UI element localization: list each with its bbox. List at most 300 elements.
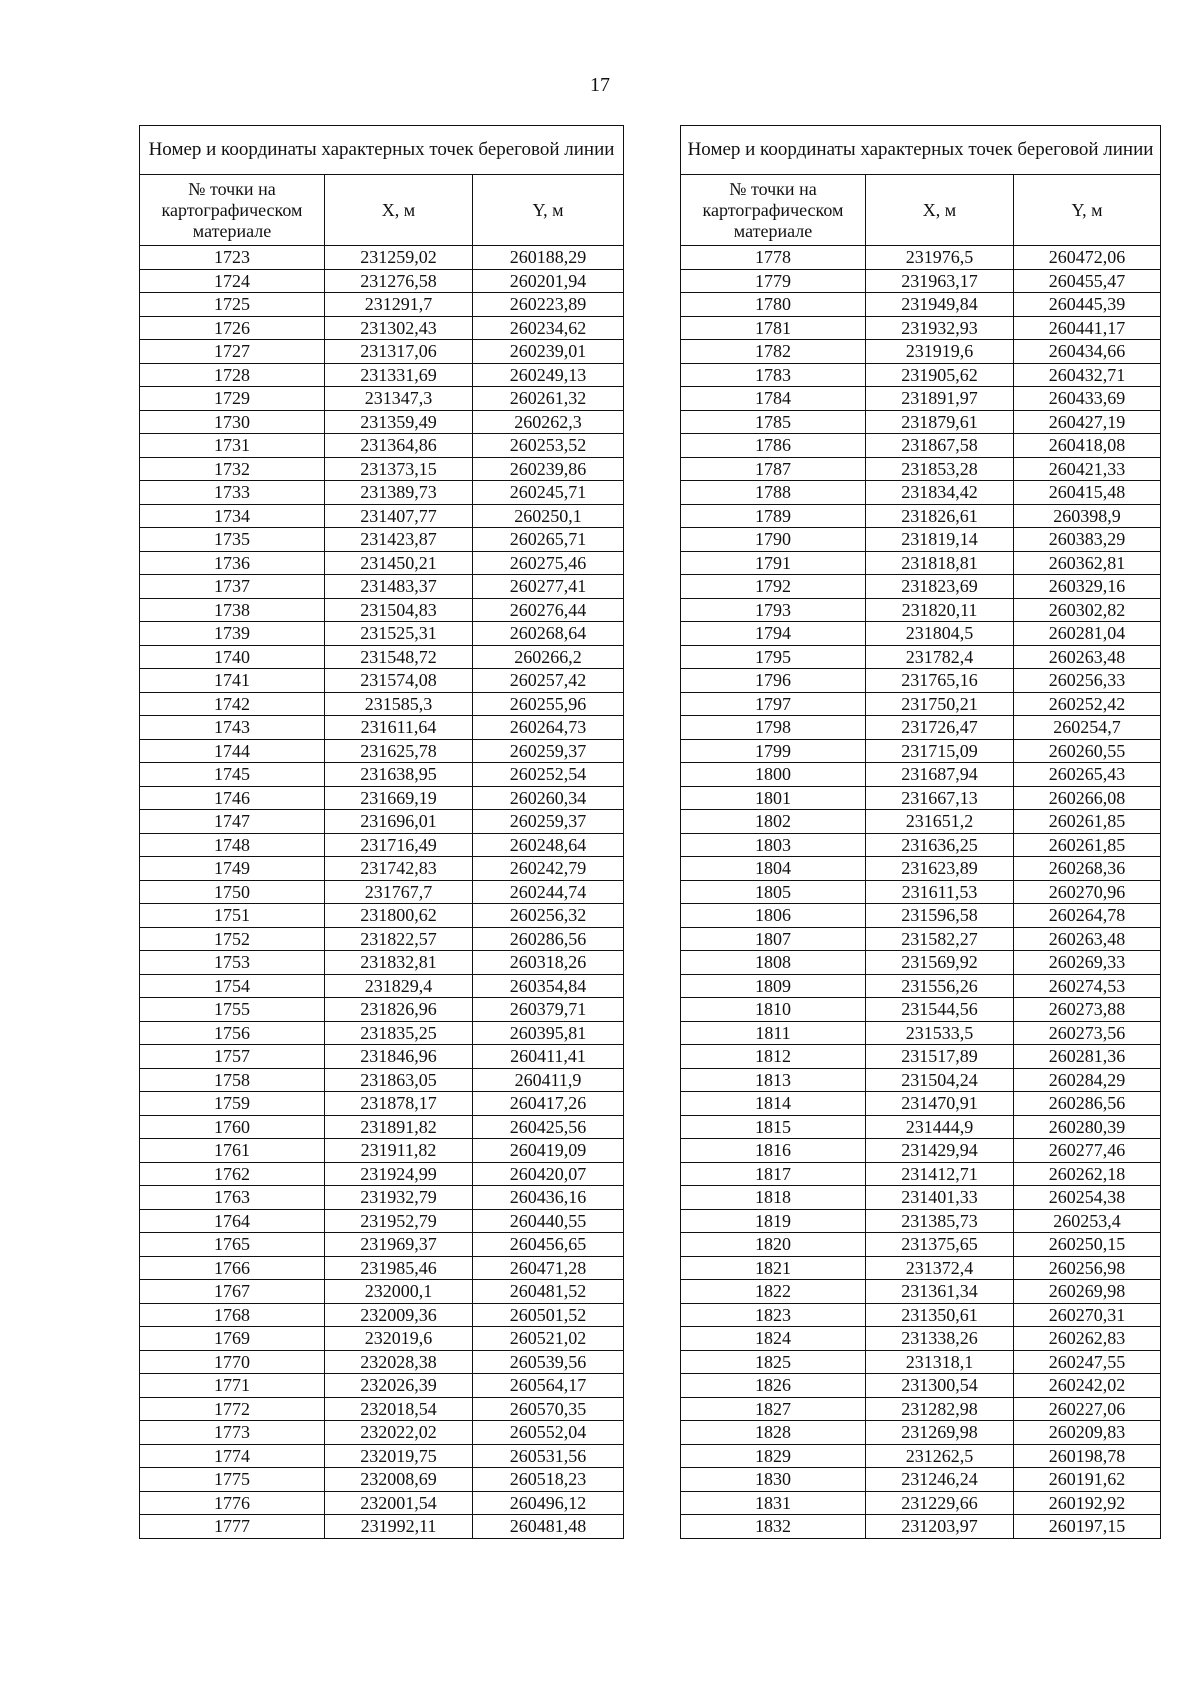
y-coordinate-cell: 260284,29 — [1014, 1068, 1161, 1092]
table-row — [681, 504, 1161, 528]
x-coordinate-cell: 231846,96 — [325, 1045, 473, 1069]
y-coordinate-cell: 260262,83 — [1014, 1327, 1161, 1351]
point-number-cell: 1782 — [681, 340, 866, 364]
x-coordinate-cell: 231716,49 — [325, 833, 473, 857]
table-row — [140, 1115, 624, 1139]
table-row — [140, 1280, 624, 1304]
y-coordinate-cell: 260273,88 — [1014, 998, 1161, 1022]
point-number-cell: 1804 — [681, 857, 866, 881]
column-header-point-number: № точки на картографическом материале — [140, 175, 325, 246]
x-coordinate-cell: 231375,65 — [866, 1233, 1014, 1257]
table-title: Номер и координаты характерных точек береговой линии — [140, 126, 624, 175]
x-coordinate-cell: 231867,58 — [866, 434, 1014, 458]
table-row — [140, 1421, 624, 1445]
x-coordinate-cell: 231651,2 — [866, 810, 1014, 834]
x-coordinate-cell: 231246,24 — [866, 1468, 1014, 1492]
point-number-cell: 1808 — [681, 951, 866, 975]
y-coordinate-cell: 260302,82 — [1014, 598, 1161, 622]
table-row — [681, 1421, 1161, 1445]
y-coordinate-cell: 260518,23 — [473, 1468, 624, 1492]
table-row — [140, 457, 624, 481]
table-row — [681, 293, 1161, 317]
point-number-cell: 1818 — [681, 1186, 866, 1210]
point-number-cell: 1779 — [681, 269, 866, 293]
y-coordinate-cell: 260398,9 — [1014, 504, 1161, 528]
table-row — [681, 974, 1161, 998]
y-coordinate-cell: 260379,71 — [473, 998, 624, 1022]
point-number-cell: 1790 — [681, 528, 866, 552]
y-coordinate-cell: 260425,56 — [473, 1115, 624, 1139]
x-coordinate-cell: 231835,25 — [325, 1021, 473, 1045]
y-coordinate-cell: 260259,37 — [473, 739, 624, 763]
point-number-cell: 1807 — [681, 927, 866, 951]
column-header-x: X, м — [866, 175, 1014, 246]
table-row — [681, 387, 1161, 411]
x-coordinate-cell: 231911,82 — [325, 1139, 473, 1163]
point-number-cell: 1756 — [140, 1021, 325, 1045]
y-coordinate-cell: 260256,98 — [1014, 1256, 1161, 1280]
x-coordinate-cell: 231504,83 — [325, 598, 473, 622]
point-number-cell: 1825 — [681, 1350, 866, 1374]
point-number-cell: 1801 — [681, 786, 866, 810]
table-row — [140, 739, 624, 763]
y-coordinate-cell: 260263,48 — [1014, 927, 1161, 951]
table-row — [140, 763, 624, 787]
table-row — [140, 340, 624, 364]
y-coordinate-cell: 260318,26 — [473, 951, 624, 975]
x-coordinate-cell: 231804,5 — [866, 622, 1014, 646]
x-coordinate-cell: 231823,69 — [866, 575, 1014, 599]
point-number-cell: 1783 — [681, 363, 866, 387]
table-row — [140, 598, 624, 622]
x-coordinate-cell: 232000,1 — [325, 1280, 473, 1304]
point-number-cell: 1831 — [681, 1491, 866, 1515]
y-coordinate-cell: 260286,56 — [473, 927, 624, 951]
y-coordinate-cell: 260421,33 — [1014, 457, 1161, 481]
table-row — [140, 246, 624, 270]
point-number-cell: 1730 — [140, 410, 325, 434]
x-coordinate-cell: 231372,4 — [866, 1256, 1014, 1280]
x-coordinate-cell: 231504,24 — [866, 1068, 1014, 1092]
table-row — [140, 692, 624, 716]
y-coordinate-cell: 260253,52 — [473, 434, 624, 458]
table-row — [140, 951, 624, 975]
table-row — [140, 1327, 624, 1351]
x-coordinate-cell: 231525,31 — [325, 622, 473, 646]
table-row — [140, 363, 624, 387]
x-coordinate-cell: 231423,87 — [325, 528, 473, 552]
point-number-cell: 1771 — [140, 1374, 325, 1398]
x-coordinate-cell: 231582,27 — [866, 927, 1014, 951]
point-number-cell: 1768 — [140, 1303, 325, 1327]
y-coordinate-cell: 260260,34 — [473, 786, 624, 810]
y-coordinate-cell: 260261,85 — [1014, 810, 1161, 834]
table-row — [681, 269, 1161, 293]
y-coordinate-cell: 260255,96 — [473, 692, 624, 716]
point-number-cell: 1764 — [140, 1209, 325, 1233]
point-number-cell: 1763 — [140, 1186, 325, 1210]
point-number-cell: 1826 — [681, 1374, 866, 1398]
point-number-cell: 1748 — [140, 833, 325, 857]
point-number-cell: 1819 — [681, 1209, 866, 1233]
y-coordinate-cell: 260441,17 — [1014, 316, 1161, 340]
y-coordinate-cell: 260417,26 — [473, 1092, 624, 1116]
y-coordinate-cell: 260256,33 — [1014, 669, 1161, 693]
x-coordinate-cell: 231429,94 — [866, 1139, 1014, 1163]
x-coordinate-cell: 231338,26 — [866, 1327, 1014, 1351]
y-coordinate-cell: 260281,04 — [1014, 622, 1161, 646]
y-coordinate-cell: 260266,08 — [1014, 786, 1161, 810]
y-coordinate-cell: 260248,64 — [473, 833, 624, 857]
x-coordinate-cell: 231767,7 — [325, 880, 473, 904]
point-number-cell: 1770 — [140, 1350, 325, 1374]
x-coordinate-cell: 231450,21 — [325, 551, 473, 575]
x-coordinate-cell: 231574,08 — [325, 669, 473, 693]
x-coordinate-cell: 231412,71 — [866, 1162, 1014, 1186]
y-coordinate-cell: 260472,06 — [1014, 246, 1161, 270]
y-coordinate-cell: 260250,1 — [473, 504, 624, 528]
point-number-cell: 1741 — [140, 669, 325, 693]
table-row — [140, 1021, 624, 1045]
table-row — [681, 1068, 1161, 1092]
y-coordinate-cell: 260280,39 — [1014, 1115, 1161, 1139]
x-coordinate-cell: 231949,84 — [866, 293, 1014, 317]
point-number-cell: 1776 — [140, 1491, 325, 1515]
table-row — [140, 927, 624, 951]
table-row — [681, 598, 1161, 622]
x-coordinate-cell: 231638,95 — [325, 763, 473, 787]
point-number-cell: 1828 — [681, 1421, 866, 1445]
table-row — [140, 1068, 624, 1092]
y-coordinate-cell: 260277,46 — [1014, 1139, 1161, 1163]
point-number-cell: 1731 — [140, 434, 325, 458]
y-coordinate-cell: 260264,73 — [473, 716, 624, 740]
x-coordinate-cell: 231623,89 — [866, 857, 1014, 881]
x-coordinate-cell: 231919,6 — [866, 340, 1014, 364]
table-row — [681, 669, 1161, 693]
x-coordinate-cell: 231556,26 — [866, 974, 1014, 998]
y-coordinate-cell: 260270,31 — [1014, 1303, 1161, 1327]
point-number-cell: 1758 — [140, 1068, 325, 1092]
y-coordinate-cell: 260265,43 — [1014, 763, 1161, 787]
x-coordinate-cell: 231262,5 — [866, 1444, 1014, 1468]
table-row — [681, 246, 1161, 270]
point-number-cell: 1815 — [681, 1115, 866, 1139]
point-number-cell: 1796 — [681, 669, 866, 693]
point-number-cell: 1784 — [681, 387, 866, 411]
table-row — [681, 692, 1161, 716]
table-row — [140, 575, 624, 599]
table-row — [681, 1233, 1161, 1257]
x-coordinate-cell: 231364,86 — [325, 434, 473, 458]
table-row — [681, 880, 1161, 904]
y-coordinate-cell: 260433,69 — [1014, 387, 1161, 411]
y-coordinate-cell: 260427,19 — [1014, 410, 1161, 434]
y-coordinate-cell: 260261,85 — [1014, 833, 1161, 857]
point-number-cell: 1789 — [681, 504, 866, 528]
point-number-cell: 1773 — [140, 1421, 325, 1445]
x-coordinate-cell: 231611,64 — [325, 716, 473, 740]
y-coordinate-cell: 260436,16 — [473, 1186, 624, 1210]
x-coordinate-cell: 232026,39 — [325, 1374, 473, 1398]
table-row — [140, 316, 624, 340]
table-row — [140, 1468, 624, 1492]
point-number-cell: 1805 — [681, 880, 866, 904]
table-row — [681, 1303, 1161, 1327]
point-number-cell: 1820 — [681, 1233, 866, 1257]
point-number-cell: 1724 — [140, 269, 325, 293]
table-row — [140, 1515, 624, 1539]
point-number-cell: 1727 — [140, 340, 325, 364]
x-coordinate-cell: 232019,75 — [325, 1444, 473, 1468]
x-coordinate-cell: 231407,77 — [325, 504, 473, 528]
point-number-cell: 1772 — [140, 1397, 325, 1421]
y-coordinate-cell: 260552,04 — [473, 1421, 624, 1445]
y-coordinate-cell: 260415,48 — [1014, 481, 1161, 505]
x-coordinate-cell: 231259,02 — [325, 246, 473, 270]
table-row — [681, 1021, 1161, 1045]
point-number-cell: 1809 — [681, 974, 866, 998]
x-coordinate-cell: 231361,34 — [866, 1280, 1014, 1304]
point-number-cell: 1760 — [140, 1115, 325, 1139]
x-coordinate-cell: 231826,61 — [866, 504, 1014, 528]
point-number-cell: 1822 — [681, 1280, 866, 1304]
point-number-cell: 1723 — [140, 246, 325, 270]
x-coordinate-cell: 231569,92 — [866, 951, 1014, 975]
point-number-cell: 1832 — [681, 1515, 866, 1539]
table-row — [140, 645, 624, 669]
table-row — [681, 622, 1161, 646]
table-row — [681, 1186, 1161, 1210]
table-row — [140, 974, 624, 998]
point-number-cell: 1735 — [140, 528, 325, 552]
point-number-cell: 1750 — [140, 880, 325, 904]
y-coordinate-cell: 260455,47 — [1014, 269, 1161, 293]
x-coordinate-cell: 231932,79 — [325, 1186, 473, 1210]
point-number-cell: 1823 — [681, 1303, 866, 1327]
x-coordinate-cell: 231969,37 — [325, 1233, 473, 1257]
point-number-cell: 1757 — [140, 1045, 325, 1069]
point-number-cell: 1749 — [140, 857, 325, 881]
point-number-cell: 1806 — [681, 904, 866, 928]
x-coordinate-cell: 231385,73 — [866, 1209, 1014, 1233]
x-coordinate-cell: 231985,46 — [325, 1256, 473, 1280]
point-number-cell: 1827 — [681, 1397, 866, 1421]
table-row — [140, 810, 624, 834]
point-number-cell: 1732 — [140, 457, 325, 481]
y-coordinate-cell: 260188,29 — [473, 246, 624, 270]
point-number-cell: 1777 — [140, 1515, 325, 1539]
table-row — [140, 857, 624, 881]
y-coordinate-cell: 260268,64 — [473, 622, 624, 646]
y-coordinate-cell: 260263,48 — [1014, 645, 1161, 669]
point-number-cell: 1788 — [681, 481, 866, 505]
table-row — [140, 1397, 624, 1421]
y-coordinate-cell: 260434,66 — [1014, 340, 1161, 364]
y-coordinate-cell: 260273,56 — [1014, 1021, 1161, 1045]
table-row — [140, 387, 624, 411]
point-number-cell: 1753 — [140, 951, 325, 975]
table-row — [140, 1444, 624, 1468]
y-coordinate-cell: 260252,42 — [1014, 692, 1161, 716]
table-row — [681, 786, 1161, 810]
x-coordinate-cell: 231976,5 — [866, 246, 1014, 270]
y-coordinate-cell: 260253,4 — [1014, 1209, 1161, 1233]
y-coordinate-cell: 260234,62 — [473, 316, 624, 340]
point-number-cell: 1733 — [140, 481, 325, 505]
point-number-cell: 1821 — [681, 1256, 866, 1280]
x-coordinate-cell: 231742,83 — [325, 857, 473, 881]
table-row — [140, 880, 624, 904]
table-row — [681, 1256, 1161, 1280]
x-coordinate-cell: 231715,09 — [866, 739, 1014, 763]
y-coordinate-cell: 260329,16 — [1014, 575, 1161, 599]
x-coordinate-cell: 231782,4 — [866, 645, 1014, 669]
y-coordinate-cell: 260420,07 — [473, 1162, 624, 1186]
point-number-cell: 1743 — [140, 716, 325, 740]
table-row — [140, 528, 624, 552]
table-row — [140, 1374, 624, 1398]
y-coordinate-cell: 260395,81 — [473, 1021, 624, 1045]
y-coordinate-cell: 260223,89 — [473, 293, 624, 317]
y-coordinate-cell: 260269,33 — [1014, 951, 1161, 975]
x-coordinate-cell: 231203,97 — [866, 1515, 1014, 1539]
y-coordinate-cell: 260362,81 — [1014, 551, 1161, 575]
y-coordinate-cell: 260270,96 — [1014, 880, 1161, 904]
point-number-cell: 1813 — [681, 1068, 866, 1092]
point-number-cell: 1800 — [681, 763, 866, 787]
column-header-point-number: № точки на картографическом материале — [681, 175, 866, 246]
point-number-cell: 1746 — [140, 786, 325, 810]
x-coordinate-cell: 231800,62 — [325, 904, 473, 928]
point-number-cell: 1754 — [140, 974, 325, 998]
x-coordinate-cell: 231765,16 — [866, 669, 1014, 693]
x-coordinate-cell: 231359,49 — [325, 410, 473, 434]
table-row — [681, 528, 1161, 552]
y-coordinate-cell: 260471,28 — [473, 1256, 624, 1280]
point-number-cell: 1830 — [681, 1468, 866, 1492]
point-number-cell: 1775 — [140, 1468, 325, 1492]
table-row — [681, 575, 1161, 599]
table-row — [140, 269, 624, 293]
y-coordinate-cell: 260249,13 — [473, 363, 624, 387]
point-number-cell: 1795 — [681, 645, 866, 669]
y-coordinate-cell: 260256,32 — [473, 904, 624, 928]
x-coordinate-cell: 231696,01 — [325, 810, 473, 834]
x-coordinate-cell: 231470,91 — [866, 1092, 1014, 1116]
table-row — [681, 1139, 1161, 1163]
point-number-cell: 1744 — [140, 739, 325, 763]
point-number-cell: 1729 — [140, 387, 325, 411]
point-number-cell: 1786 — [681, 434, 866, 458]
point-number-cell: 1794 — [681, 622, 866, 646]
x-coordinate-cell: 232019,6 — [325, 1327, 473, 1351]
x-coordinate-cell: 231924,99 — [325, 1162, 473, 1186]
y-coordinate-cell: 260496,12 — [473, 1491, 624, 1515]
y-coordinate-cell: 260501,52 — [473, 1303, 624, 1327]
table-row — [681, 316, 1161, 340]
y-coordinate-cell: 260227,06 — [1014, 1397, 1161, 1421]
x-coordinate-cell: 231625,78 — [325, 739, 473, 763]
x-coordinate-cell: 231548,72 — [325, 645, 473, 669]
table-row — [140, 669, 624, 693]
y-coordinate-cell: 260265,71 — [473, 528, 624, 552]
point-number-cell: 1824 — [681, 1327, 866, 1351]
x-coordinate-cell: 231863,05 — [325, 1068, 473, 1092]
table-row — [681, 645, 1161, 669]
y-coordinate-cell: 260252,54 — [473, 763, 624, 787]
point-number-cell: 1747 — [140, 810, 325, 834]
table-row — [681, 904, 1161, 928]
point-number-cell: 1737 — [140, 575, 325, 599]
y-coordinate-cell: 260281,36 — [1014, 1045, 1161, 1069]
table-row — [140, 1303, 624, 1327]
x-coordinate-cell: 232022,02 — [325, 1421, 473, 1445]
table-row — [140, 481, 624, 505]
table-row — [140, 434, 624, 458]
point-number-cell: 1814 — [681, 1092, 866, 1116]
y-coordinate-cell: 260276,44 — [473, 598, 624, 622]
table-title: Номер и координаты характерных точек береговой линии — [681, 126, 1161, 175]
x-coordinate-cell: 231347,3 — [325, 387, 473, 411]
point-number-cell: 1811 — [681, 1021, 866, 1045]
table-row — [681, 1327, 1161, 1351]
y-coordinate-cell: 260239,01 — [473, 340, 624, 364]
point-number-cell: 1774 — [140, 1444, 325, 1468]
point-number-cell: 1765 — [140, 1233, 325, 1257]
table-row — [140, 1350, 624, 1374]
point-number-cell: 1767 — [140, 1280, 325, 1304]
point-number-cell: 1728 — [140, 363, 325, 387]
x-coordinate-cell: 231444,9 — [866, 1115, 1014, 1139]
y-coordinate-cell: 260244,74 — [473, 880, 624, 904]
x-coordinate-cell: 231818,81 — [866, 551, 1014, 575]
x-coordinate-cell: 232008,69 — [325, 1468, 473, 1492]
x-coordinate-cell: 231331,69 — [325, 363, 473, 387]
table-row — [681, 410, 1161, 434]
table-row — [681, 551, 1161, 575]
x-coordinate-cell: 231834,42 — [866, 481, 1014, 505]
y-coordinate-cell: 260445,39 — [1014, 293, 1161, 317]
point-number-cell: 1803 — [681, 833, 866, 857]
point-number-cell: 1793 — [681, 598, 866, 622]
table-row — [681, 1374, 1161, 1398]
table-row — [681, 1092, 1161, 1116]
column-header-y: Y, м — [1014, 175, 1161, 246]
table-row — [140, 622, 624, 646]
x-coordinate-cell: 231891,97 — [866, 387, 1014, 411]
point-number-cell: 1781 — [681, 316, 866, 340]
table-row — [140, 1256, 624, 1280]
y-coordinate-cell: 260242,79 — [473, 857, 624, 881]
table-row — [140, 1491, 624, 1515]
table-row — [681, 763, 1161, 787]
table-row — [140, 833, 624, 857]
y-coordinate-cell: 260268,36 — [1014, 857, 1161, 881]
y-coordinate-cell: 260275,46 — [473, 551, 624, 575]
table-row — [140, 716, 624, 740]
page-number: 17 — [590, 74, 610, 96]
point-number-cell: 1799 — [681, 739, 866, 763]
table-row — [681, 833, 1161, 857]
table-row — [681, 998, 1161, 1022]
point-number-cell: 1810 — [681, 998, 866, 1022]
y-coordinate-cell: 260245,71 — [473, 481, 624, 505]
x-coordinate-cell: 231826,96 — [325, 998, 473, 1022]
x-coordinate-cell: 231636,25 — [866, 833, 1014, 857]
point-number-cell: 1791 — [681, 551, 866, 575]
x-coordinate-cell: 231596,58 — [866, 904, 1014, 928]
